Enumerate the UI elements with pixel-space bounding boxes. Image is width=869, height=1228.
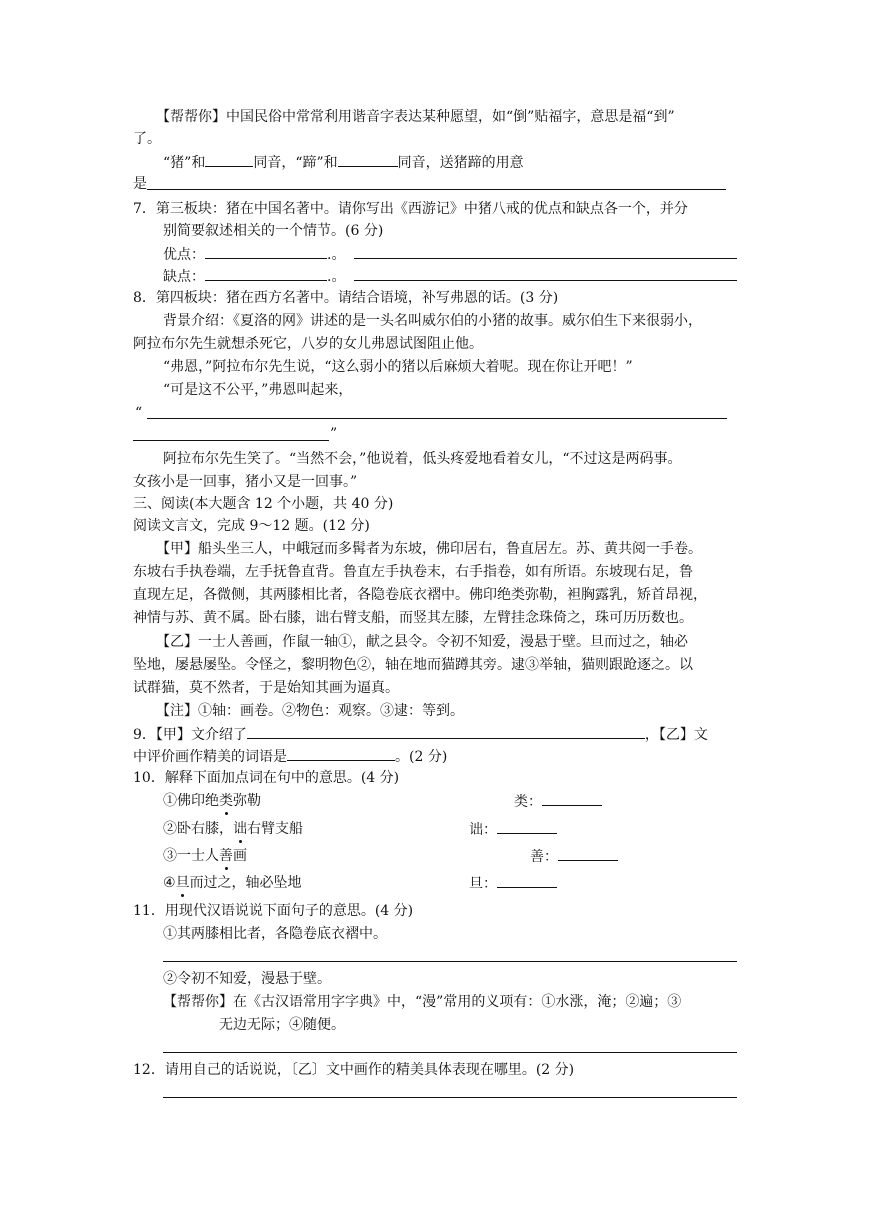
q11-answer-line-2[interactable]: [163, 1052, 737, 1053]
homophone-text-a: “猪”和: [163, 155, 206, 171]
dotted-word: 类: [219, 793, 233, 809]
q11-sentence-1: ①其两膝相比者，各隐卷底衣褶中。: [163, 926, 387, 942]
q12-answer-line[interactable]: [163, 1097, 737, 1098]
q12-title: 12．请用自己的话说说，〔乙〕文中画作的精美具体表现在哪里。(2 分): [133, 1062, 575, 1078]
q10-blank[interactable]: [542, 791, 602, 806]
q10-answer: 诎：: [469, 819, 557, 839]
passage-a-line: 神情与苏、黄不属。卧右膝，诎右臂支船，而竖其左膝，左臂挂念珠倚之，珠可历历数也。: [133, 610, 693, 626]
answer-blank-zhu[interactable]: [205, 152, 253, 167]
q8-dialogue-4: 女孩小是一回事，猪小又是一回事。”: [133, 474, 358, 490]
dotted-word: 旦: [175, 875, 190, 891]
homophone-text-c: 同音，送猪蹄的用意: [397, 155, 524, 171]
q10-blank[interactable]: [558, 846, 618, 861]
q11-help-1: 【帮帮你】在《古汉语常用字字典》中，“漫”常用的义项有：①水涨，淹；②遍；③: [163, 994, 682, 1010]
merit-blank[interactable]: [205, 244, 327, 259]
q8-close-quote: ”: [330, 426, 338, 442]
q11-title: 11．用现代汉语说说下面句子的意思。(4 分): [133, 903, 414, 919]
q8-background-1: 背景介绍：《夏洛的网》讲述的是一头名叫威尔伯的小猪的故事。威尔伯生下来很弱小，: [163, 313, 702, 329]
passage-notes: 【注】①轴：画卷。②物色：观察。③逮：等到。: [156, 703, 464, 719]
q8-prompt: 8．第四板块：猪在西方名著中。请结合语境，补写弗恩的话。(3 分): [133, 290, 559, 306]
q11-answer-line-1[interactable]: [163, 961, 737, 962]
answer-blank-ti[interactable]: [338, 152, 398, 167]
section-3-title: 三、阅读(本大题含 12 个小题，共 40 分): [133, 496, 394, 512]
q10-item: ③一士人善画: [163, 848, 247, 864]
merit-story-line[interactable]: [354, 258, 737, 259]
q10-blank[interactable]: [497, 819, 557, 834]
q10-item: ②卧右膝，诎右臂支船: [163, 821, 303, 837]
q11-help-2: 无边无际；④随便。: [219, 1017, 345, 1033]
q7-prompt-2: 别简要叙述相关的一个情节。(6 分): [163, 223, 384, 239]
dotted-word: 善: [219, 848, 233, 864]
q8-background-2: 阿拉布尔先生就想杀死它，八岁的女儿弗恩试图阻止他。: [133, 336, 483, 352]
q8-dialogue-1: “弗恩，”阿拉布尔先生说，“这么弱小的猪以后麻烦大着呢。现在你让开吧！”: [163, 359, 633, 375]
q10-item: ④旦而过之，轴必坠地: [163, 875, 302, 891]
q9-line-1: 9．【甲】文介绍了 ，【乙】文: [133, 724, 708, 744]
help-tip-line-1: 【帮帮你】中国民俗中常常利用谐音字表达某种愿望，如“倒”贴福字，意思是福“到”: [156, 109, 675, 125]
q9-blank-word[interactable]: [287, 746, 395, 761]
help-tip-line-4: 是: [133, 176, 147, 192]
q9-blank-intro[interactable]: [247, 724, 645, 739]
homophone-line: [163, 152, 524, 172]
passage-a-line: 【甲】船头坐三人，中峨冠而多髯者为东坡，佛印居右，鲁直居左。苏、黄共阅一手卷。: [156, 541, 702, 557]
passage-b-line: 坠地，屡悬屡坠。令怪之，黎明物色②，轴在地而猫蹲其旁。逮③举轴，猫则跟跄逐之。以: [133, 657, 693, 673]
passage-b-line: 【乙】一士人善画，作鼠一轴①，献之县令。令初不知爱，漫悬于壁。旦而过之，轴必: [156, 634, 688, 650]
q10-answer: 旦：: [469, 873, 557, 893]
q10-answer: 类：: [514, 791, 602, 811]
q8-open-quote: “: [135, 405, 143, 421]
q11-sentence-2: ②令初不知爱，漫悬于壁。: [163, 971, 331, 987]
q10-answer: 善：: [530, 846, 618, 866]
q10-title: 10．解释下面加点词在句中的意思。(4 分): [133, 770, 400, 786]
passage-a-line: 东坡右手执卷端，左手抚鲁直背。鲁直左手执卷末，右手指卷，如有所语。东坡现右足，鲁: [133, 564, 693, 580]
section-3-intro: 阅读文言文，完成 9～12 题。(12 分): [133, 518, 370, 534]
q8-dialogue-3: 阿拉布尔先生笑了。“当然不会，”他说着，低头疼爱地看着女儿，“不过这是两码事。: [163, 451, 682, 467]
answer-line-meaning[interactable]: [147, 189, 726, 190]
passage-a-line: 直现左足，各微侧，其两膝相比者，各隐卷底衣褶中。佛印绝类弥勒，袒胸露乳，矫首昂视，: [133, 587, 707, 603]
q10-blank[interactable]: [497, 873, 557, 888]
q7-merit-label: 优点： .。: [163, 244, 345, 264]
q8-answer-line-1[interactable]: [147, 418, 727, 419]
q8-dialogue-2: “可是这不公平，”弗恩叫起来，: [163, 382, 353, 398]
fault-story-line[interactable]: [354, 280, 737, 281]
q7-fault-label: 缺点： .。: [163, 266, 345, 286]
homophone-text-b: 同音，“蹄”和: [253, 155, 338, 171]
q8-answer-line-2[interactable]: [133, 440, 329, 441]
help-tip-line-2: 了。: [133, 131, 161, 147]
fault-blank[interactable]: [205, 266, 327, 281]
q9-line-2: 中评价画作精美的词语是 。(2 分): [133, 746, 447, 766]
dotted-word: 诎: [233, 821, 247, 837]
passage-b-line: 试群猫，莫不然者，于是始知其画为逼真。: [133, 680, 399, 696]
q10-item: ①佛印绝类弥勒: [163, 793, 261, 809]
q7-prompt-1: 7．第三板块：猪在中国名著中。请你写出《西游记》中猪八戒的优点和缺点各一个，并分: [133, 201, 688, 217]
